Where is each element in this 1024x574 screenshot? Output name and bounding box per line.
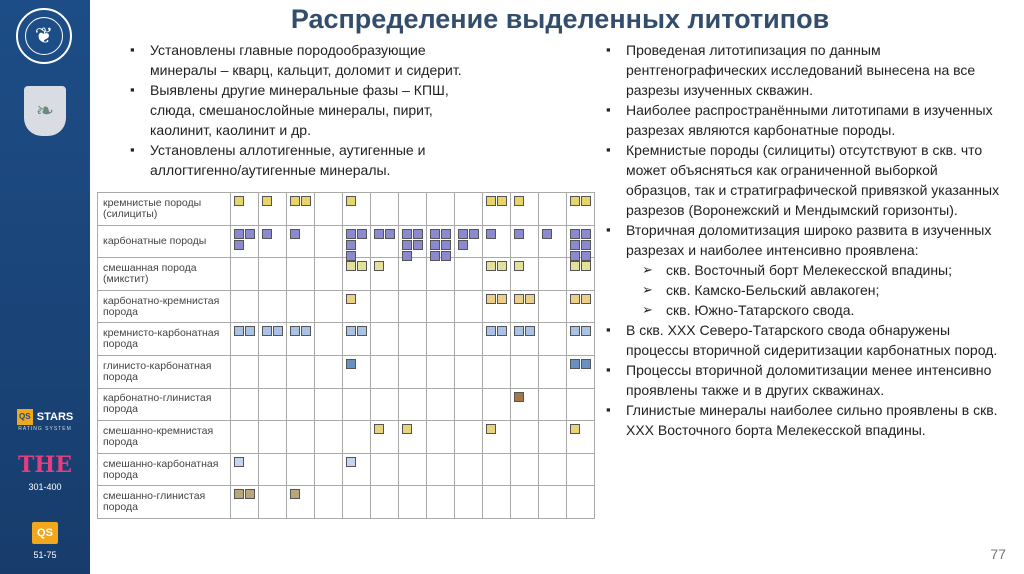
- table-row: [98, 290, 595, 323]
- lithotype-marker: [402, 424, 412, 434]
- lithotype-marker: [441, 240, 451, 250]
- lithotype-marker: [234, 196, 244, 206]
- lithotype-marker: [514, 392, 524, 402]
- table-cell: [259, 355, 287, 388]
- lithotype-marker: [262, 229, 272, 239]
- lithotype-marker: [458, 240, 468, 250]
- shield-icon: ❧: [24, 86, 66, 136]
- lithotype-marker: [570, 196, 580, 206]
- table-cell: [483, 193, 511, 226]
- lithotype-marker: [430, 229, 440, 239]
- table-cell: [539, 193, 567, 226]
- table-cell: [231, 193, 259, 226]
- row-label: смешанно-глинистая порода: [98, 486, 231, 519]
- lithotype-marker: [514, 326, 524, 336]
- table-cell: [343, 323, 371, 356]
- table-cell: [231, 388, 259, 421]
- table-cell: [511, 290, 539, 323]
- lithotype-marker: [346, 240, 356, 250]
- table-cell: [399, 388, 427, 421]
- table-cell: [343, 225, 371, 258]
- lithotype-marker: [346, 261, 356, 271]
- table-cell: [427, 258, 455, 291]
- table-cell: [455, 323, 483, 356]
- lithotype-marker: [234, 457, 244, 467]
- lithotype-marker: [346, 457, 356, 467]
- lithotype-marker: [290, 229, 300, 239]
- table-cell: [427, 290, 455, 323]
- table-cell: [427, 355, 455, 388]
- table-cell: [567, 486, 595, 519]
- table-cell: [315, 388, 343, 421]
- table-cell: [511, 421, 539, 454]
- table-cell: [231, 225, 259, 258]
- table-cell: [371, 258, 399, 291]
- lithotype-marker: [430, 240, 440, 250]
- table-cell: [343, 290, 371, 323]
- row-label: смешанная порода (микстит): [98, 258, 231, 291]
- table-cell: [399, 355, 427, 388]
- table-cell: [539, 486, 567, 519]
- lithotype-marker: [570, 294, 580, 304]
- table-cell: [567, 258, 595, 291]
- qs-logo: QS: [32, 522, 58, 544]
- table-cell: [511, 258, 539, 291]
- lithotype-marker: [497, 261, 507, 271]
- table-cell: [287, 486, 315, 519]
- lithotype-marker: [357, 261, 367, 271]
- table-cell: [483, 421, 511, 454]
- table-cell: [483, 486, 511, 519]
- lithotype-marker: [570, 424, 580, 434]
- table-cell: [539, 225, 567, 258]
- table-cell: [539, 388, 567, 421]
- lithotype-marker: [234, 229, 244, 239]
- table-cell: [567, 355, 595, 388]
- table-cell: [231, 258, 259, 291]
- table-cell: [483, 388, 511, 421]
- table-cell: [483, 453, 511, 486]
- lithotype-marker: [357, 326, 367, 336]
- table-cell: [399, 225, 427, 258]
- right-bullet: ▪ Проведеная литотипизация по данным рентгенографических исследований вынесена на все разрезы изученных скважин.: [602, 40, 1006, 100]
- row-label: карбонатные породы: [98, 225, 231, 258]
- lithotype-marker: [570, 359, 580, 369]
- table-cell: [315, 355, 343, 388]
- lithotype-marker: [486, 326, 496, 336]
- table-cell: [231, 453, 259, 486]
- lithotype-marker: [514, 196, 524, 206]
- table-cell: [287, 453, 315, 486]
- lithotype-marker: [469, 229, 479, 239]
- table-cell: [287, 258, 315, 291]
- lithotype-marker: [581, 229, 591, 239]
- table-cell: [287, 421, 315, 454]
- table-cell: [371, 290, 399, 323]
- sidebar: [0, 0, 90, 574]
- lithotype-marker: [581, 261, 591, 271]
- lithotype-marker: [570, 261, 580, 271]
- right-bullet: ▪ Процессы вторичной доломитизации менее интенсивно проявлены также и в других скважинах.: [602, 360, 1006, 400]
- lithotype-marker: [234, 489, 244, 499]
- table-cell: [231, 486, 259, 519]
- table-cell: [567, 453, 595, 486]
- table-cell: [455, 258, 483, 291]
- table-row: [98, 355, 595, 388]
- table-cell: [287, 388, 315, 421]
- lithotype-marker: [245, 229, 255, 239]
- table-cell: [539, 258, 567, 291]
- table-cell: [567, 193, 595, 226]
- table-row: [98, 193, 595, 226]
- table-row: [98, 453, 595, 486]
- lithotype-marker: [486, 229, 496, 239]
- lithotype-marker: [570, 326, 580, 336]
- lithotype-marker: [497, 326, 507, 336]
- table-cell: [455, 421, 483, 454]
- lithotype-marker: [290, 326, 300, 336]
- lithotype-marker: [245, 489, 255, 499]
- the-badge: [0, 452, 90, 492]
- table-cell: [455, 193, 483, 226]
- table-cell: [455, 453, 483, 486]
- row-label: карбонатно-кремнистая порода: [98, 290, 231, 323]
- lithotype-marker: [514, 229, 524, 239]
- table-row: [98, 258, 595, 291]
- lithotype-marker: [581, 326, 591, 336]
- table-cell: [427, 388, 455, 421]
- lithotype-marker: [346, 359, 356, 369]
- table-cell: [511, 225, 539, 258]
- table-cell: [427, 421, 455, 454]
- row-label: карбонатно-глинистая порода: [98, 388, 231, 421]
- table-cell: [483, 290, 511, 323]
- lithotype-marker: [486, 196, 496, 206]
- lithotype-marker: [441, 229, 451, 239]
- lithotype-marker: [581, 359, 591, 369]
- table-cell: [371, 323, 399, 356]
- lithotype-marker: [301, 326, 311, 336]
- table-cell: [455, 355, 483, 388]
- lithotype-marker: [514, 261, 524, 271]
- table-cell: [567, 421, 595, 454]
- table-cell: [371, 421, 399, 454]
- table-cell: [483, 225, 511, 258]
- lithotype-marker: [570, 229, 580, 239]
- table-cell: [567, 323, 595, 356]
- table-cell: [259, 258, 287, 291]
- table-row: [98, 421, 595, 454]
- table-cell: [259, 323, 287, 356]
- left-bullet-list: [126, 40, 496, 180]
- lithotype-marker: [581, 196, 591, 206]
- table-cell: [427, 193, 455, 226]
- table-row: [98, 388, 595, 421]
- table-row: [98, 486, 595, 519]
- lithotype-marker: [374, 261, 384, 271]
- lithotype-marker: [486, 261, 496, 271]
- right-sub-bullet: ➢ скв. Восточный борт Мелекесской впадины;: [602, 260, 1006, 280]
- page-number: 77: [990, 546, 1006, 562]
- lithotype-marker: [542, 229, 552, 239]
- table-cell: [455, 225, 483, 258]
- table-cell: [511, 388, 539, 421]
- lithotype-marker: [486, 424, 496, 434]
- row-label: смешанно-кремнистая порода: [98, 421, 231, 454]
- table-cell: [427, 323, 455, 356]
- lithotype-marker: [346, 196, 356, 206]
- table-cell: [231, 421, 259, 454]
- lithotype-marker: [262, 196, 272, 206]
- lithotype-marker: [486, 294, 496, 304]
- table-cell: [399, 453, 427, 486]
- table-row: [98, 225, 595, 258]
- left-bullet: ▪ Установлены аллотигенные, аутигенные и аллогтигенно/аутигенные минералы.: [126, 140, 496, 180]
- table-cell: [483, 258, 511, 291]
- lithotype-marker: [570, 240, 580, 250]
- table-cell: [315, 193, 343, 226]
- table-cell: [455, 486, 483, 519]
- table-cell: [539, 355, 567, 388]
- right-sub-bullet: ➢ скв. Южно-Татарского свода.: [602, 300, 1006, 320]
- lithotype-distribution-table: [97, 192, 595, 519]
- table-cell: [399, 486, 427, 519]
- table-cell: [483, 355, 511, 388]
- table-cell: [511, 355, 539, 388]
- table-cell: [259, 453, 287, 486]
- left-bullet: ▪ Установлены главные породообразующие минералы – кварц, кальцит, доломит и сидерит.: [126, 40, 496, 80]
- lithotype-marker: [413, 229, 423, 239]
- table-cell: [567, 225, 595, 258]
- lithotype-marker: [234, 240, 244, 250]
- right-bullet: ▪ Кремнистые породы (силициты) отсутствуют в скв. что может объясняться как ограниченной выборкой образцов, так и стратиграфической привязкой указанных разрезов (Воронежский и Мендымский горизонты).: [602, 140, 1006, 220]
- lithotype-marker: [581, 294, 591, 304]
- lithotype-marker: [374, 229, 384, 239]
- lithotype-marker: [497, 196, 507, 206]
- table-cell: [315, 453, 343, 486]
- table-cell: [343, 355, 371, 388]
- table-cell: [259, 486, 287, 519]
- right-bullet: ▪ В скв. ХХХ Северо-Татарского свода обнаружены процессы вторичной сидеритизации карбонатных пород.: [602, 320, 1006, 360]
- table-cell: [427, 453, 455, 486]
- right-bullet-list: [602, 40, 1006, 440]
- qs-rank: 51-75: [33, 550, 57, 560]
- table-cell: [315, 323, 343, 356]
- lithotype-marker: [402, 229, 412, 239]
- table-cell: [287, 355, 315, 388]
- table-cell: [371, 193, 399, 226]
- lithotype-marker: [290, 196, 300, 206]
- lithotype-marker: [346, 326, 356, 336]
- right-bullet: ▪ Наиболее распространёнными литотипами в изученных разрезах являются карбонатные породы.: [602, 100, 1006, 140]
- table-cell: [539, 453, 567, 486]
- table-cell: [315, 290, 343, 323]
- table-cell: [427, 486, 455, 519]
- stars-label: STARS: [36, 410, 74, 423]
- table-cell: [567, 290, 595, 323]
- row-label: глинисто-карбонатная порода: [98, 355, 231, 388]
- table-cell: [343, 421, 371, 454]
- table-cell: [231, 323, 259, 356]
- lithotype-marker: [301, 196, 311, 206]
- table-cell: [371, 225, 399, 258]
- table-cell: [399, 421, 427, 454]
- lithotype-marker: [374, 424, 384, 434]
- lithotype-marker: [346, 294, 356, 304]
- table-cell: [259, 225, 287, 258]
- table-cell: [287, 290, 315, 323]
- stars-badge: [0, 406, 90, 432]
- table-cell: [259, 290, 287, 323]
- table-cell: [371, 453, 399, 486]
- table-cell: [399, 323, 427, 356]
- table-cell: [343, 388, 371, 421]
- table-cell: [287, 193, 315, 226]
- lithotype-marker: [346, 229, 356, 239]
- table-cell: [567, 388, 595, 421]
- row-label: смешанно-карбонатная порода: [98, 453, 231, 486]
- table-cell: [371, 388, 399, 421]
- university-seal-icon: ❦: [16, 8, 72, 64]
- table-cell: [371, 486, 399, 519]
- lithotype-marker: [413, 240, 423, 250]
- table-cell: [399, 193, 427, 226]
- lithotype-marker: [402, 240, 412, 250]
- table-cell: [343, 193, 371, 226]
- table-cell: [427, 225, 455, 258]
- right-bullet: ▪ Вторичная доломитизация широко развита в изученных разрезах и наиболее интенсивно проявлена:: [602, 220, 1006, 260]
- right-column: [602, 40, 1006, 440]
- table-cell: [455, 290, 483, 323]
- table-cell: [399, 290, 427, 323]
- table-cell: [455, 388, 483, 421]
- lithotype-marker: [581, 240, 591, 250]
- table-cell: [399, 258, 427, 291]
- lithotype-marker: [497, 294, 507, 304]
- table-cell: [343, 486, 371, 519]
- table-cell: [511, 486, 539, 519]
- stars-subtitle: RATING SYSTEM: [18, 425, 72, 432]
- lithotype-marker: [458, 229, 468, 239]
- table-cell: [287, 225, 315, 258]
- lithotype-marker: [262, 326, 272, 336]
- lithotype-marker: [245, 326, 255, 336]
- table-cell: [539, 421, 567, 454]
- lithotype-marker: [385, 229, 395, 239]
- table-cell: [539, 323, 567, 356]
- table-cell: [259, 193, 287, 226]
- table-cell: [259, 421, 287, 454]
- table-cell: [315, 421, 343, 454]
- table-cell: [343, 453, 371, 486]
- table-cell: [511, 453, 539, 486]
- lithotype-marker: [273, 326, 283, 336]
- lithotype-marker: [234, 326, 244, 336]
- the-logo: THE: [18, 452, 72, 478]
- table-cell: [231, 290, 259, 323]
- lithotype-marker: [290, 489, 300, 499]
- table-cell: [315, 225, 343, 258]
- table-cell: [539, 290, 567, 323]
- right-sub-bullet: ➢ скв. Камско-Бельский авлакоген;: [602, 280, 1006, 300]
- left-column: [126, 40, 496, 180]
- right-bullet: ▪ Глинистые минералы наиболее сильно проявлены в скв. ХХХ Восточного борта Мелекесской впадины.: [602, 400, 1006, 440]
- table-cell: [511, 193, 539, 226]
- table-row: [98, 323, 595, 356]
- lithotype-marker: [514, 294, 524, 304]
- table-cell: [315, 258, 343, 291]
- table-cell: [343, 258, 371, 291]
- table-cell: [231, 355, 259, 388]
- row-label: кремнисто-карбонатная порода: [98, 323, 231, 356]
- table-cell: [315, 486, 343, 519]
- table-cell: [371, 355, 399, 388]
- lithotype-marker: [525, 326, 535, 336]
- table-cell: [287, 323, 315, 356]
- qs-stars-icon: QS: [17, 409, 33, 425]
- table-cell: [483, 323, 511, 356]
- the-rank: 301-400: [28, 482, 62, 492]
- table-cell: [259, 388, 287, 421]
- table-cell: [511, 323, 539, 356]
- lithotype-marker: [357, 229, 367, 239]
- lithotype-marker: [525, 294, 535, 304]
- left-bullet: ▪ Выявлены другие минеральные фазы – КПШ, слюда, смешанослойные минералы, пирит, каолинит, каолинит и др.: [126, 80, 496, 140]
- slide-title: Распределение выделенных литотипов: [290, 4, 830, 34]
- qs-badge: [0, 522, 90, 560]
- row-label: кремнистые породы (силициты): [98, 193, 231, 226]
